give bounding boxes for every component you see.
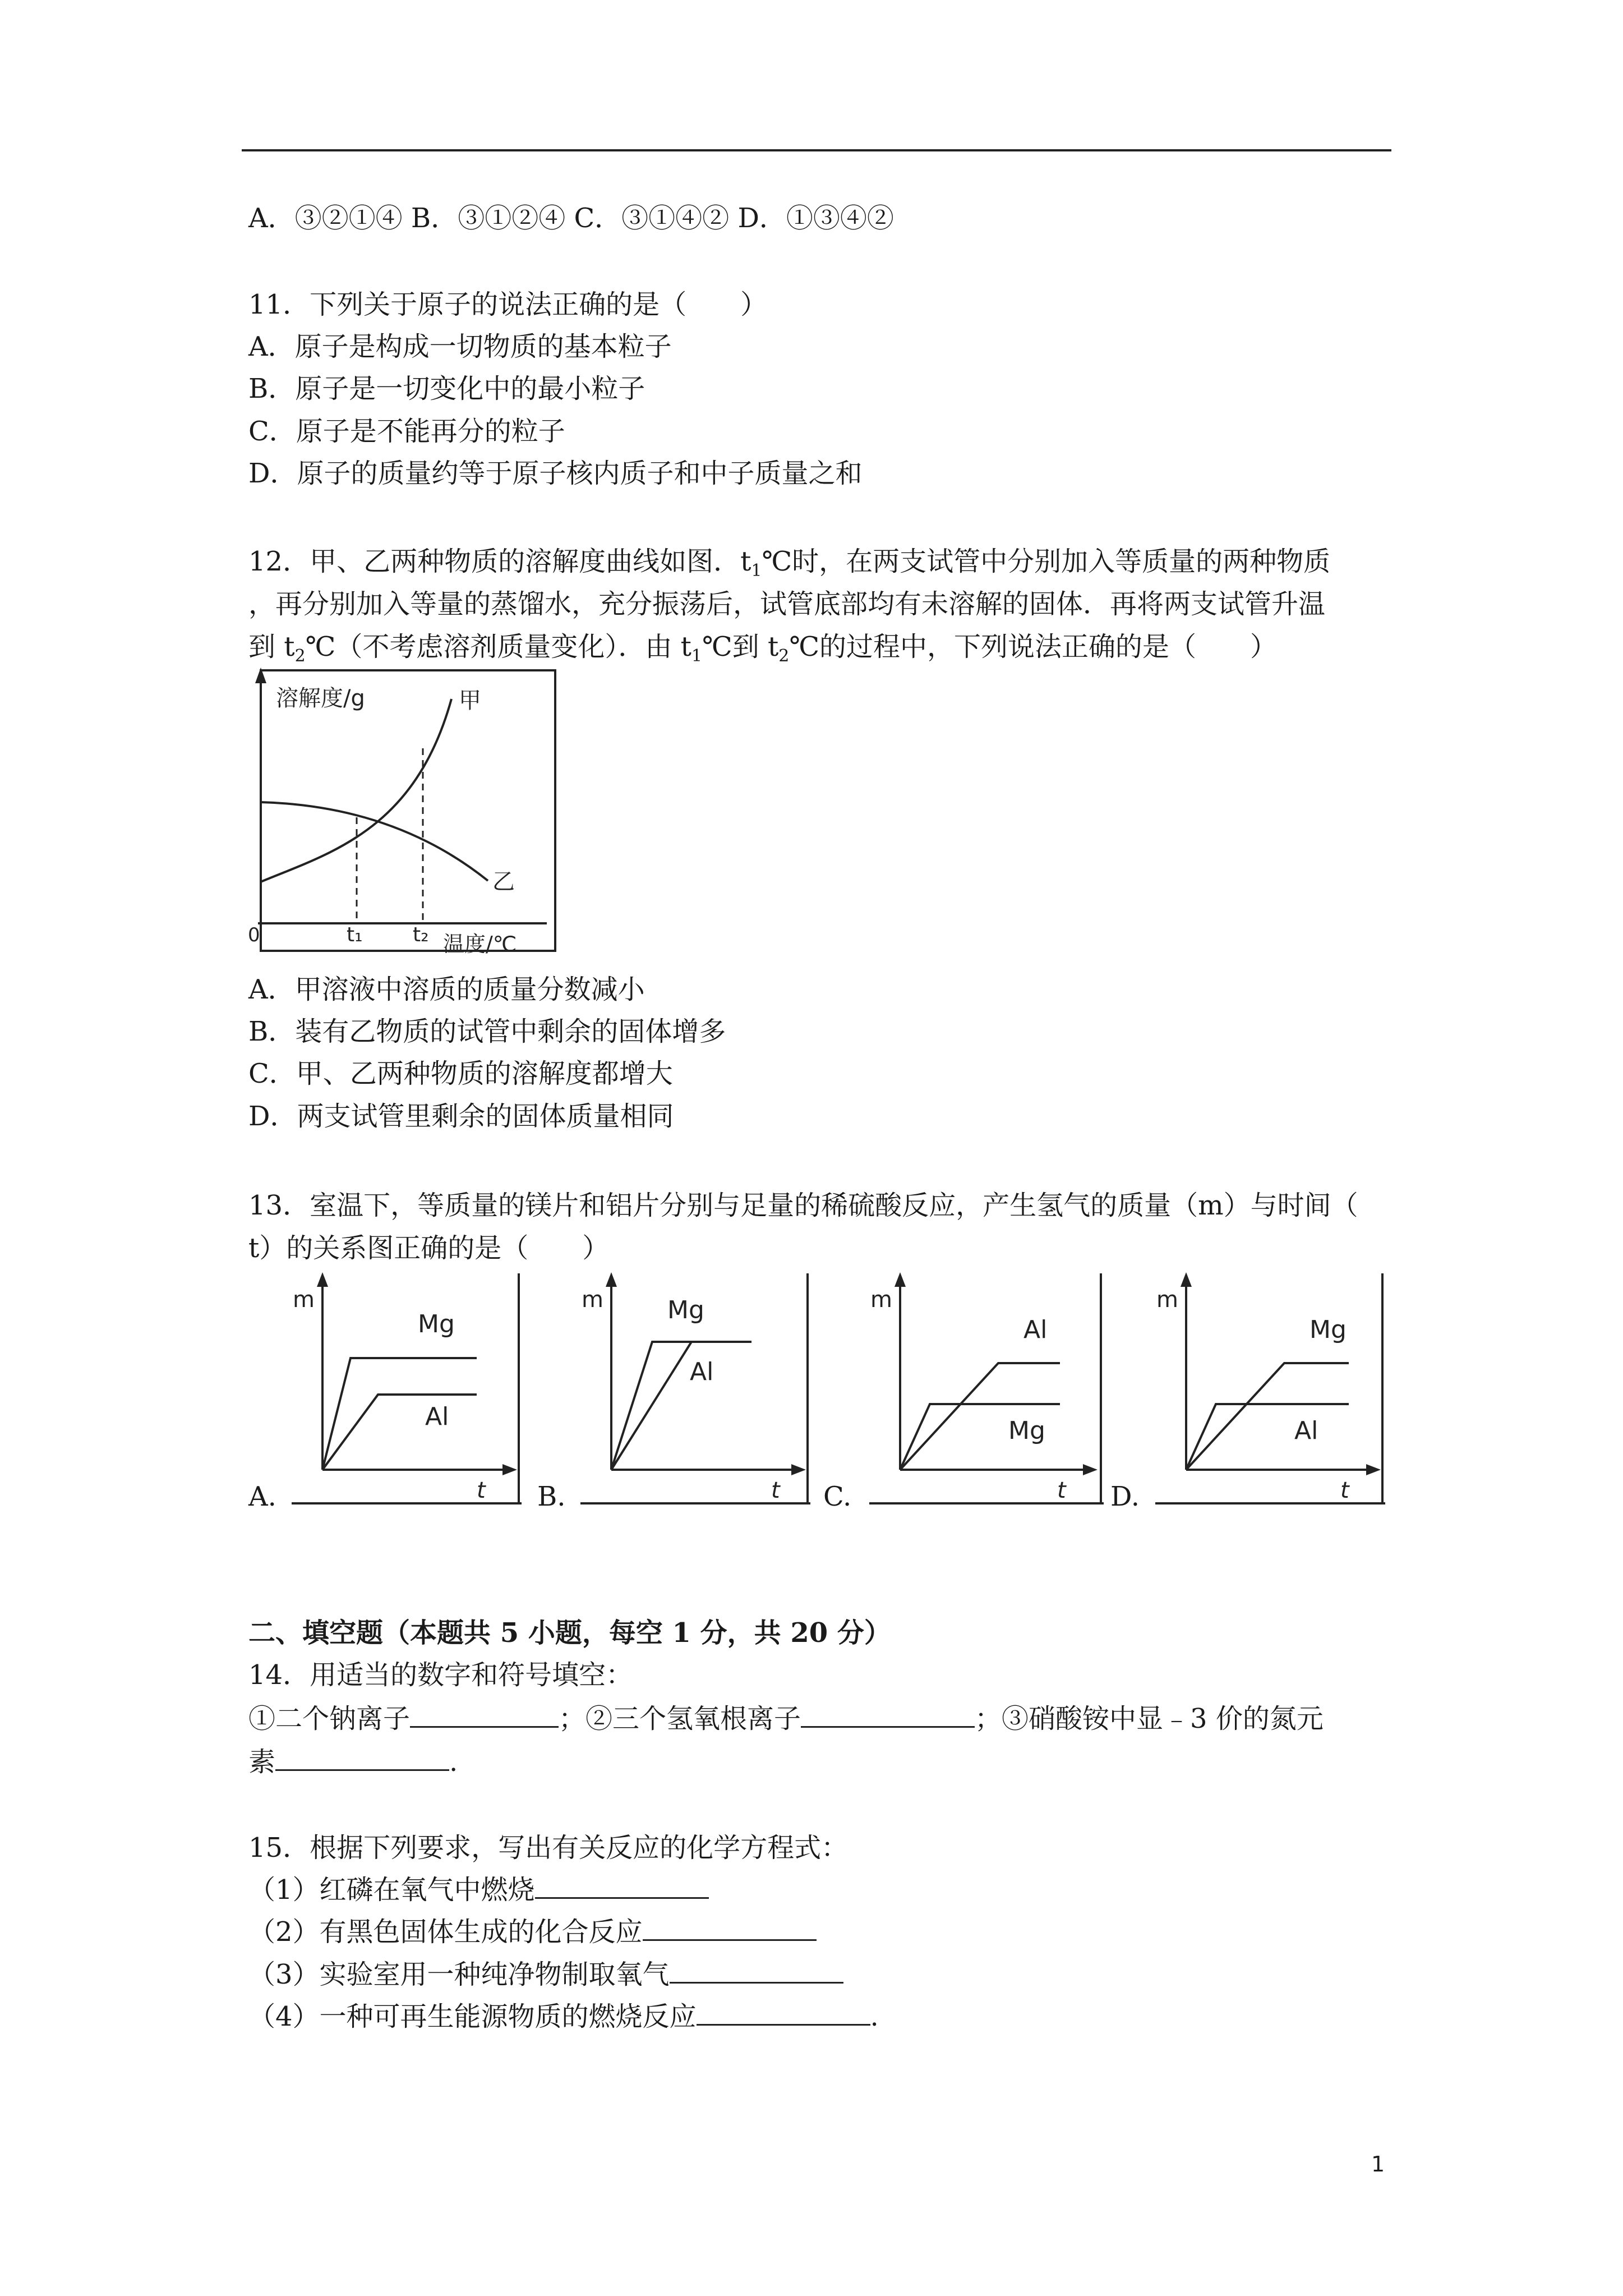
axis-m-label: m [1156,1287,1178,1313]
q12-option-a: A．甲溶液中溶质的质量分数减小 [248,974,645,1005]
t2-tick-label: t₂ [413,923,429,946]
q12-stem-line3: 到 $t_2℃$（不考虑溶剂质量变化）．由 $t_1℃$到 $t_2℃$的过程中，下列说法正确的是（ ） [248,631,1278,666]
q13-graph-d [1155,1262,1391,1515]
page-number: 1 [1371,2152,1385,2177]
q13-option-c-label: C. [823,1481,852,1512]
q14-stem: 14．用适当的数字和符号填空： [248,1659,633,1691]
q11-option-c: C．原子是不能再分的粒子 [248,416,565,447]
q12-stem-line1: 12．甲、乙两种物质的溶解度曲线如图．$t_1℃$时，在两支试管中分别加入等质量的两种物质 [248,546,1331,581]
bottom-curve-label: Mg [1008,1416,1045,1445]
q15-blank-1[interactable] [535,1872,709,1899]
y-axis-arrow [895,1272,906,1287]
q13-option-a-label: A. [248,1481,276,1512]
q13-stem-line2: t）的关系图正确的是（ ） [248,1232,610,1264]
q15-blank-2[interactable] [643,1915,817,1941]
bottom-curve-label: Al [1294,1416,1318,1445]
y-axis-arrow [1181,1272,1192,1287]
q13-stem-line1: 13．室温下，等质量的镁片和铝片分别与足量的稀硫酸反应，产生氢气的质量（m）与时间（ [248,1190,1358,1221]
axis-t-label: t [771,1478,780,1503]
q15-item-1: （1）红磷在氧气中燃烧 [248,1872,709,1907]
q12-option-d: D．两支试管里剩余的固体质量相同 [248,1101,674,1132]
x-axis-arrow [791,1464,806,1475]
q15-blank-4[interactable] [697,1999,870,2026]
top-curve-label: Al [1023,1315,1048,1344]
q11-option-b: B．原子是一切变化中的最小粒子 [248,373,645,404]
q14-end: . [449,1746,458,1778]
q12-option-b: B．装有乙物质的试管中剩余的固体增多 [248,1016,726,1047]
mg-line [322,1358,477,1470]
top-curve-label: Mg [1310,1315,1347,1344]
y-axis-label: 溶解度/g [276,685,365,711]
q14-line2 [248,1745,458,1779]
x-axis-arrow [502,1464,517,1475]
al-line [611,1342,691,1470]
axis-t-label: t [477,1478,486,1503]
header-rule [242,149,1391,151]
origin-label: 0 [248,924,260,946]
axis-m-label: m [870,1287,892,1313]
x-axis-arrow [1083,1464,1098,1475]
q15-end: . [870,2001,879,2032]
y-axis-arrow [317,1272,328,1287]
q14-part4: 素 [248,1746,276,1778]
axis-m-label: m [582,1287,603,1313]
q12-stem-line2: ，再分别加入等量的蒸馏水，充分振荡后，试管底部均有未溶解的固体．再将两支试管升温 [248,588,1326,620]
q14-blank-2[interactable] [801,1701,975,1728]
top-curve-label: Mg [418,1310,455,1338]
q15-item-4: （4）一种可再生能源物质的燃烧反应 . [248,1999,879,2034]
solubility-curve-figure [247,668,561,959]
q14-blank-1[interactable] [410,1701,559,1728]
q13-option-d-label: D. [1110,1481,1140,1512]
q15-blank-3[interactable] [670,1957,843,1984]
mg-line [611,1342,751,1470]
figure-frame [261,670,555,951]
series-yi-label: 乙 [492,869,515,895]
q10-answer-options: A．③②①④ B．③①②④ C．③①④② D．①③④② [248,203,894,234]
q14-line1 [248,1701,1324,1736]
top-curve-label: Mg [667,1296,704,1324]
q14-part1: ①二个钠离子 [248,1703,411,1734]
q15-item-2: （2）有黑色固体生成的化合反应 [248,1915,817,1949]
section2-title: 二、填空题（本题共 5 小题，每空 1 分，共 20 分） [248,1617,891,1649]
q11-option-a: A．原子是构成一切物质的基本粒子 [248,331,672,362]
q14-blank-3[interactable] [275,1745,449,1771]
axis-t-label: t [1340,1478,1349,1503]
q13-graph-a [292,1262,527,1515]
q13-graph-b [580,1262,816,1515]
al-line [322,1395,477,1470]
q11-option-d: D．原子的质量约等于原子核内质子和中子质量之和 [248,458,863,489]
q15-stem: 15．根据下列要求，写出有关反应的化学方程式： [248,1832,849,1864]
y-axis-arrow [606,1272,617,1287]
axis-t-label: t [1057,1478,1066,1503]
bottom-curve-label: Al [425,1402,449,1431]
series-jia-label: 甲 [459,688,481,714]
q15-item-3: （3）实验室用一种纯净物制取氧气 [248,1957,843,1992]
q14-part2: ；②三个氢氧根离子 [559,1703,801,1734]
q13-option-b-label: B. [537,1481,566,1512]
q13-graph-c [869,1262,1110,1515]
bottom-curve-label: Al [690,1358,714,1386]
x-axis-arrow [1366,1464,1381,1475]
q11-stem: 11．下列关于原子的说法正确的是（ ） [248,289,768,320]
q12-option-c: C．甲、乙两种物质的溶解度都增大 [248,1058,673,1089]
axis-m-label: m [293,1287,315,1313]
q14-part3: ；③硝酸铵中显﹣3 价的氮元 [975,1703,1324,1734]
al-line [1186,1404,1349,1470]
x-axis-label: 温度/℃ [443,932,517,956]
t1-tick-label: t₁ [347,923,363,946]
